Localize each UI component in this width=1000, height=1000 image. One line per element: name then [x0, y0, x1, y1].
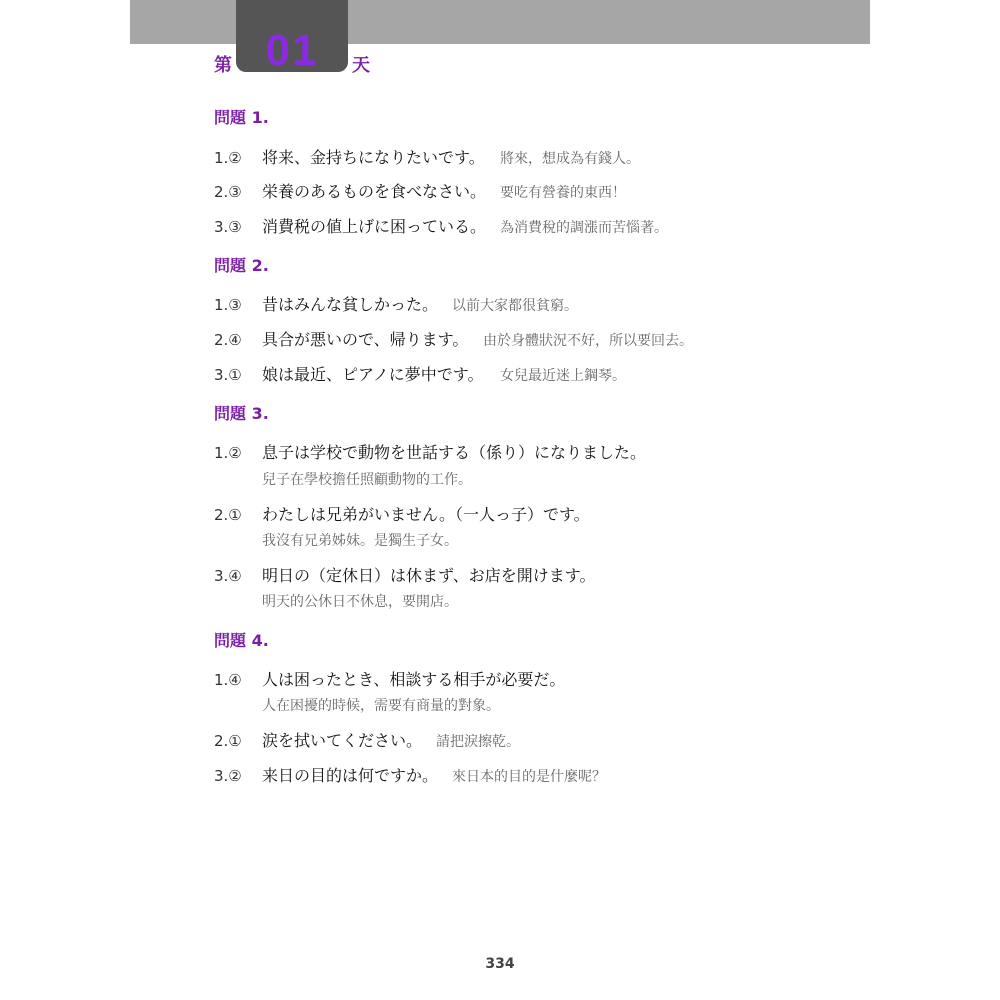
chinese-translation: 將來，想成為有錢人。 [500, 151, 640, 167]
question-number: 2.③ [214, 183, 242, 201]
question-number: 3.③ [214, 218, 242, 236]
question-number: 3.① [214, 366, 242, 384]
japanese-sentence: 息子は学校で動物を世話する（係り）になりました。 [262, 443, 647, 462]
day-suffix: 天 [352, 55, 370, 76]
japanese-sentence: 昔はみんな貧しかった。 [262, 295, 439, 314]
question-number: 1.③ [214, 296, 242, 314]
question-number: 1.④ [214, 671, 242, 689]
chinese-translation: 女兒最近迷上鋼琴。 [500, 368, 626, 384]
question-number: 2.① [214, 732, 242, 750]
japanese-sentence: 具合が悪いので、帰ります。 [262, 330, 469, 349]
question-number: 3.② [214, 767, 242, 785]
chinese-translation: 來日本的目的是什麼呢？ [452, 769, 606, 785]
question-number: 1.② [214, 149, 242, 167]
question-number: 1.② [214, 444, 242, 462]
question-number: 3.④ [214, 567, 242, 585]
chinese-translation: 人在困擾的時候，需要有商量的對象。 [262, 698, 500, 714]
section-title: 問題 3. [214, 404, 269, 423]
japanese-sentence: 人は困ったとき、相談する相手が必要だ。 [262, 670, 566, 689]
japanese-sentence: 明日の（定休日）は休まず、お店を開けます。 [262, 566, 596, 585]
chinese-translation: 要吃有營養的東西！ [500, 185, 626, 201]
question-number: 2.④ [214, 331, 242, 349]
japanese-sentence: わたしは兄弟がいません。（一人っ子）です。 [262, 505, 590, 524]
chinese-translation: 為消費稅的調漲而苦惱著。 [500, 220, 668, 236]
japanese-sentence: 娘は最近、ピアノに夢中です。 [262, 365, 484, 384]
question-number: 2.① [214, 506, 242, 524]
day-number: 01 [265, 26, 319, 75]
page-number: 334 [485, 956, 515, 972]
chinese-translation: 請把淚擦乾。 [436, 734, 520, 750]
chinese-translation: 由於身體狀況不好，所以要回去。 [483, 333, 693, 349]
japanese-sentence: 栄養のあるものを食べなさい。 [262, 182, 487, 201]
section-title: 問題 2. [214, 256, 269, 275]
day-prefix: 第 [214, 55, 232, 76]
japanese-sentence: 将来、金持ちになりたいです。 [262, 148, 485, 167]
japanese-sentence: 消費税の値上げに困っている。 [262, 217, 487, 236]
chinese-translation: 兒子在學校擔任照顧動物的工作。 [262, 472, 472, 488]
section-title: 問題 1. [214, 108, 269, 127]
japanese-sentence: 涙を拭いてください。 [262, 731, 423, 750]
chinese-translation: 明天的公休日不休息，要開店。 [262, 594, 458, 610]
chinese-translation: 以前大家都很貧窮。 [452, 298, 578, 314]
section-title: 問題 4. [214, 631, 269, 650]
japanese-sentence: 来日の目的は何ですか。 [262, 766, 439, 785]
chinese-translation: 我沒有兄弟姊妹。是獨生子女。 [262, 533, 458, 549]
